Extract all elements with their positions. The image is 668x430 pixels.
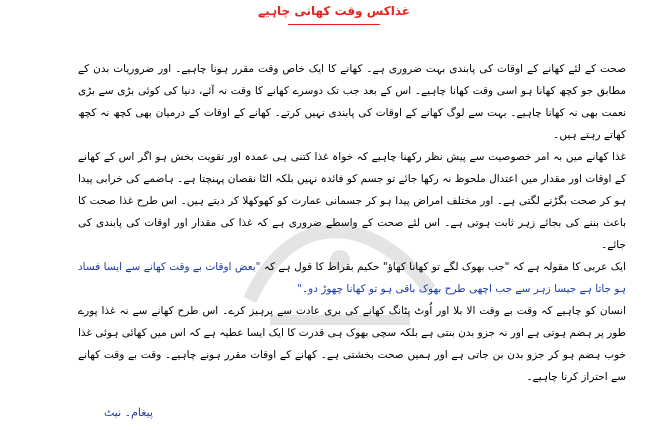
signature: پیغام۔ نیٹ: [104, 406, 153, 419]
article-body: [78, 58, 626, 388]
title-underline: [288, 24, 380, 25]
paragraph-1: صحت کے لئے کھانے کے اوقات کی پابندی بہت ضروری ہے۔ کھانے کا ایک خاص وقت مقرر ہونا چاہیے۔ اور ضروریات بدن کے مطابق جو کچھ کھانا ہو اسی وقت کھانا چاہیے۔ اس کے بعد جب تک دوسرے کھانے کا وقت نہ آئے، دنیا کی کوئی بڑی سے بڑی نعمت بھی نہ کھانا چاہیے۔ بہت سے لوگ کھانے کے اوقات کی پابندی نہیں کرتے۔ کھانے کے اوقات کے درمیان بھی کچھ نہ کچھ کھاتے رہتے ہیں۔: [78, 63, 626, 141]
article-title: غذاکس وقت کھانی چاہیے: [258, 4, 410, 18]
quote-highlight: "بعض اوقات بے وقت کھانے سے ایسا فساد ہو جاتا ہے جیسا زہر سے جب اچھی طرح بھوک باقی ہو تو کھانا چھوڑ دو۔": [78, 261, 626, 295]
paragraph-4: انسان کو چاہیے کہ وقت بے وقت الا بلا اور اُوٹ پٹانگ کھانے کی بری عادت سے پرہیز کرے۔ اس طرح کھانے سے نہ غذا پورے طور پر ہضم ہوتی ہے اور نہ جزو بدن بنتی ہے بلکہ سچی بھوک ہی قدرت کا ایک ایسا عطیہ ہے کہ اس میں کھائی ہوئی غذا خوب ہضم ہو کر جزو بدن بن جاتی ہے اور ہمیں صحت بخشتی ہے۔ کھانے کے اوقات مقرر ہونے چاہیے۔ وقت بے وقت کھانے سے احتراز کرنا چاہیے۔: [78, 305, 626, 383]
quote-lead: ایک عربی کا مقولہ ہے کہ "جب بھوک لگے تو کھانا کھاؤ" حکیم بقراط کا قول ہے کہ: [263, 261, 627, 273]
paragraph-2: غذا کھانے میں بہ امر خصوصیت سے پیش نظر رکھنا چاہیے کہ خواہ غذا کتنی ہی عمدہ اور تقویت بخش ہو اگر اس کے کھانے کے اوقات اور مقدار میں اعتدال ملحوظ نہ رکھا جائے تو جسم کو فائدہ نہیں بلکہ الٹا نقصان پہنچتا ہے۔ ہاضمے کی خرابی پیدا ہو کر صحت بگڑنے لگتی ہے۔ اور مختلف امراض پیدا ہو کر جسمانی عمارت کو کھوکھلا کر دیتے ہیں۔ اس طرح غذا صحت کا باعث بننے کی بجائے زہر ثابت ہوتی ہے۔ اس لئے صحت کے واسطے ضروری ہے کہ غذا کی مقدار اور اوقات کی پابندی کی جائے۔: [78, 151, 626, 251]
paragraph-3: [78, 256, 626, 300]
